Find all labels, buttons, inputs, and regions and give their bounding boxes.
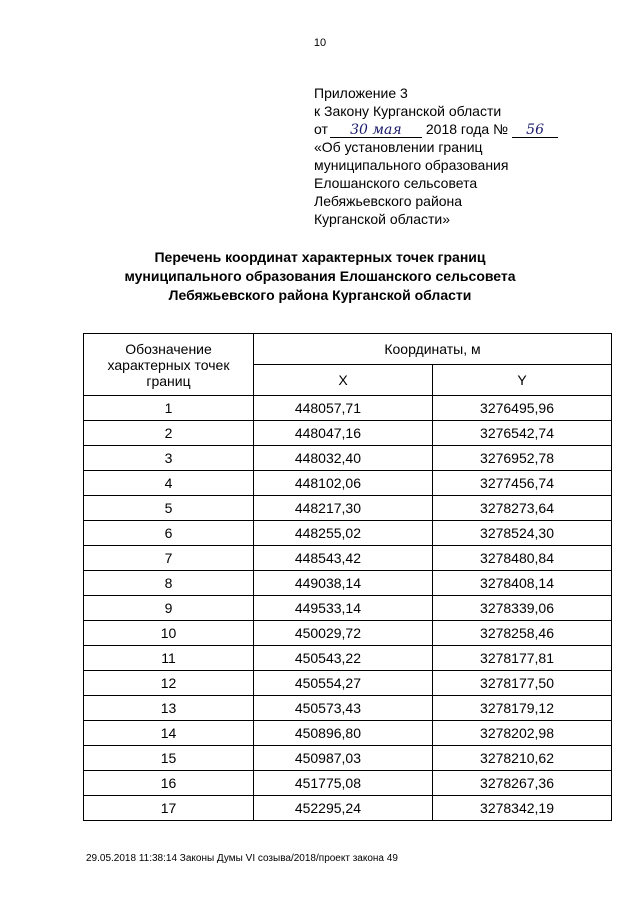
x-coordinate-cell: 448217,30 [254,496,433,521]
point-number-cell: 4 [84,471,254,496]
point-number-cell: 11 [84,646,254,671]
y-coordinate-cell: 3278408,14 [433,571,612,596]
appendix-line: «Об установлении границ [314,139,483,155]
point-number-cell: 7 [84,546,254,571]
title-line: Перечень координат характерных точек границ [154,249,486,265]
page-number: 10 [313,37,327,49]
y-coordinate-cell: 3278177,81 [433,646,612,671]
point-number-cell: 5 [84,496,254,521]
y-coordinate-cell: 3278342,19 [433,796,612,821]
point-number-cell: 3 [84,446,254,471]
x-coordinate-cell: 450029,72 [254,621,433,646]
table-row [84,696,612,721]
y-coordinate-cell: 3277456,74 [433,471,612,496]
appendix-date-line [314,120,558,138]
table-row [84,746,612,771]
point-number-cell: 13 [84,696,254,721]
x-coordinate-cell: 448047,16 [254,421,433,446]
appendix-header [314,84,558,228]
y-coordinate-cell: 3276495,96 [433,396,612,421]
x-coordinate-cell: 448255,02 [254,521,433,546]
header-point-label: Обозначение характерных точек границ [84,334,254,396]
x-coordinate-cell: 448543,42 [254,546,433,571]
point-number-cell: 6 [84,521,254,546]
year-text: 2018 года № [425,121,509,137]
handwritten-date: 30 мая [330,123,422,138]
header-coordinates: Координаты, м [254,334,612,365]
handwritten-number: 56 [512,123,558,138]
point-number-cell: 1 [84,396,254,421]
x-coordinate-cell: 450543,22 [254,646,433,671]
table-row [84,496,612,521]
y-coordinate-cell: 3278177,50 [433,671,612,696]
appendix-line: муниципального образования [314,157,509,173]
appendix-line: Приложение 3 [314,85,408,101]
x-coordinate-cell: 450554,27 [254,671,433,696]
table-row [84,446,612,471]
table-row [84,571,612,596]
x-coordinate-cell: 450573,43 [254,696,433,721]
appendix-line: Лебяжьевского района [314,193,463,209]
y-coordinate-cell: 3278524,30 [433,521,612,546]
table-row [84,771,612,796]
point-number-cell: 8 [84,571,254,596]
table-row [84,621,612,646]
coordinates-table [83,333,612,821]
y-coordinate-cell: 3278210,62 [433,746,612,771]
table-row [84,596,612,621]
y-coordinate-cell: 3278480,84 [433,546,612,571]
x-coordinate-cell: 448057,71 [254,396,433,421]
point-number-cell: 16 [84,771,254,796]
table-row [84,796,612,821]
table-row [84,471,612,496]
footer-path: 29.05.2018 11:38:14 Законы Думы VI созыва/2018/проект закона 49 [86,853,398,864]
table-row [84,521,612,546]
from-prefix: от [314,121,328,137]
table-row [84,646,612,671]
point-number-cell: 9 [84,596,254,621]
table-row [84,546,612,571]
x-coordinate-cell: 448032,40 [254,446,433,471]
point-number-cell: 2 [84,421,254,446]
point-number-cell: 15 [84,746,254,771]
header-x: X [254,365,433,396]
y-coordinate-cell: 3276542,74 [433,421,612,446]
x-coordinate-cell: 452295,24 [254,796,433,821]
y-coordinate-cell: 3278202,98 [433,721,612,746]
y-coordinate-cell: 3278273,64 [433,496,612,521]
y-coordinate-cell: 3278258,46 [433,621,612,646]
x-coordinate-cell: 450896,80 [254,721,433,746]
y-coordinate-cell: 3276952,78 [433,446,612,471]
header-y: Y [433,365,612,396]
appendix-line: Курганской области» [314,211,451,227]
title-line: Лебяжьевского района Курганской области [168,287,472,303]
point-number-cell: 17 [84,796,254,821]
table-row [84,421,612,446]
document-title [60,248,580,305]
x-coordinate-cell: 450987,03 [254,746,433,771]
table-row [84,671,612,696]
x-coordinate-cell: 448102,06 [254,471,433,496]
table-row [84,396,612,421]
x-coordinate-cell: 449038,14 [254,571,433,596]
title-line: муниципального образования Елошанского сельсовета [124,268,516,284]
point-number-cell: 14 [84,721,254,746]
x-coordinate-cell: 451775,08 [254,771,433,796]
table-row [84,721,612,746]
x-coordinate-cell: 449533,14 [254,596,433,621]
point-number-cell: 10 [84,621,254,646]
y-coordinate-cell: 3278267,36 [433,771,612,796]
appendix-line: к Закону Курганской области [314,103,502,119]
point-number-cell: 12 [84,671,254,696]
y-coordinate-cell: 3278179,12 [433,696,612,721]
appendix-line: Елошанского сельсовета [314,175,478,191]
y-coordinate-cell: 3278339,06 [433,596,612,621]
